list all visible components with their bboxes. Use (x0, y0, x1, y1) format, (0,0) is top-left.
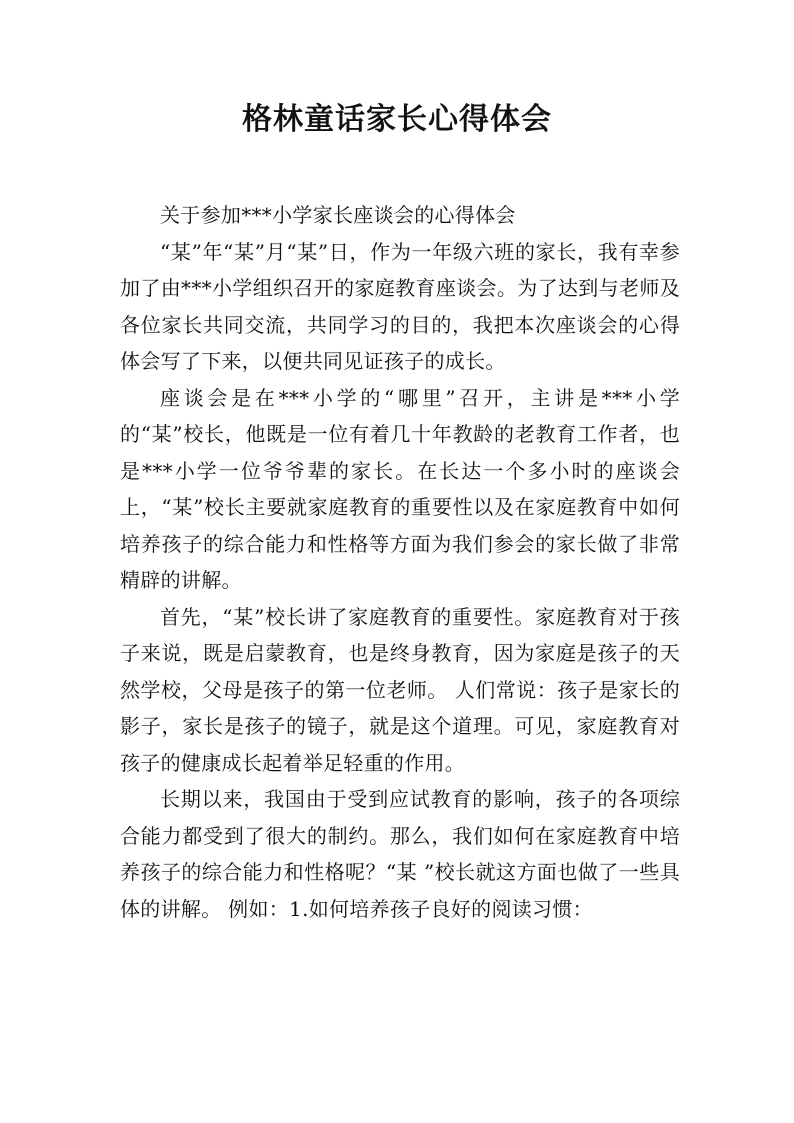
paragraph: “某”年“某”月“某”日，作为一年级六班的家长，我有幸参加了由***小学组织召开的家庭教育座谈会。为了达到与老师及各位家长共同交流，共同学习的目的，我把本次座谈会的心得体会写了下来，以便共同见证孩子的成长。 (120, 239, 680, 373)
paragraph: 长期以来，我国由于受到应试教育的影响，孩子的各项综合能力都受到了很大的制约。那么，我们如何在家庭教育中培养孩子的综合能力和性格呢？“某 ”校长就这方面也做了一些具体的讲解。 例如：1.如何培养孩子良好的阅读习惯： (120, 787, 680, 921)
document-title: 格林童话家长心得体会 (242, 102, 552, 137)
paragraph-subtitle: 关于参加***小学家长座谈会的心得体会 (160, 203, 516, 227)
paragraph: 座谈会是在***小学的“哪里”召开，主讲是***小学的“某”校长，他既是一位有着几十年教龄的老教育工作者，也是***小学一位爷爷辈的家长。在长达一个多小时的座谈会上，“某”校长主要就家庭教育的重要性以及在家庭教育中如何培养孩子的综合能力和性格等方面为我们参会的家长做了非常精辟的讲解。 (120, 385, 680, 592)
document-body (120, 197, 680, 927)
paragraph: 首先，“某”校长讲了家庭教育的重要性。家庭教育对于孩子来说，既是启蒙教育，也是终身教育，因为家庭是孩子的天然学校，父母是孩子的第一位老师。 人们常说：孩子是家长的影子，家长是孩子的镜子，就是这个道理。可见，家庭教育对孩子的健康成长起着举足轻重的作用。 (120, 604, 680, 775)
